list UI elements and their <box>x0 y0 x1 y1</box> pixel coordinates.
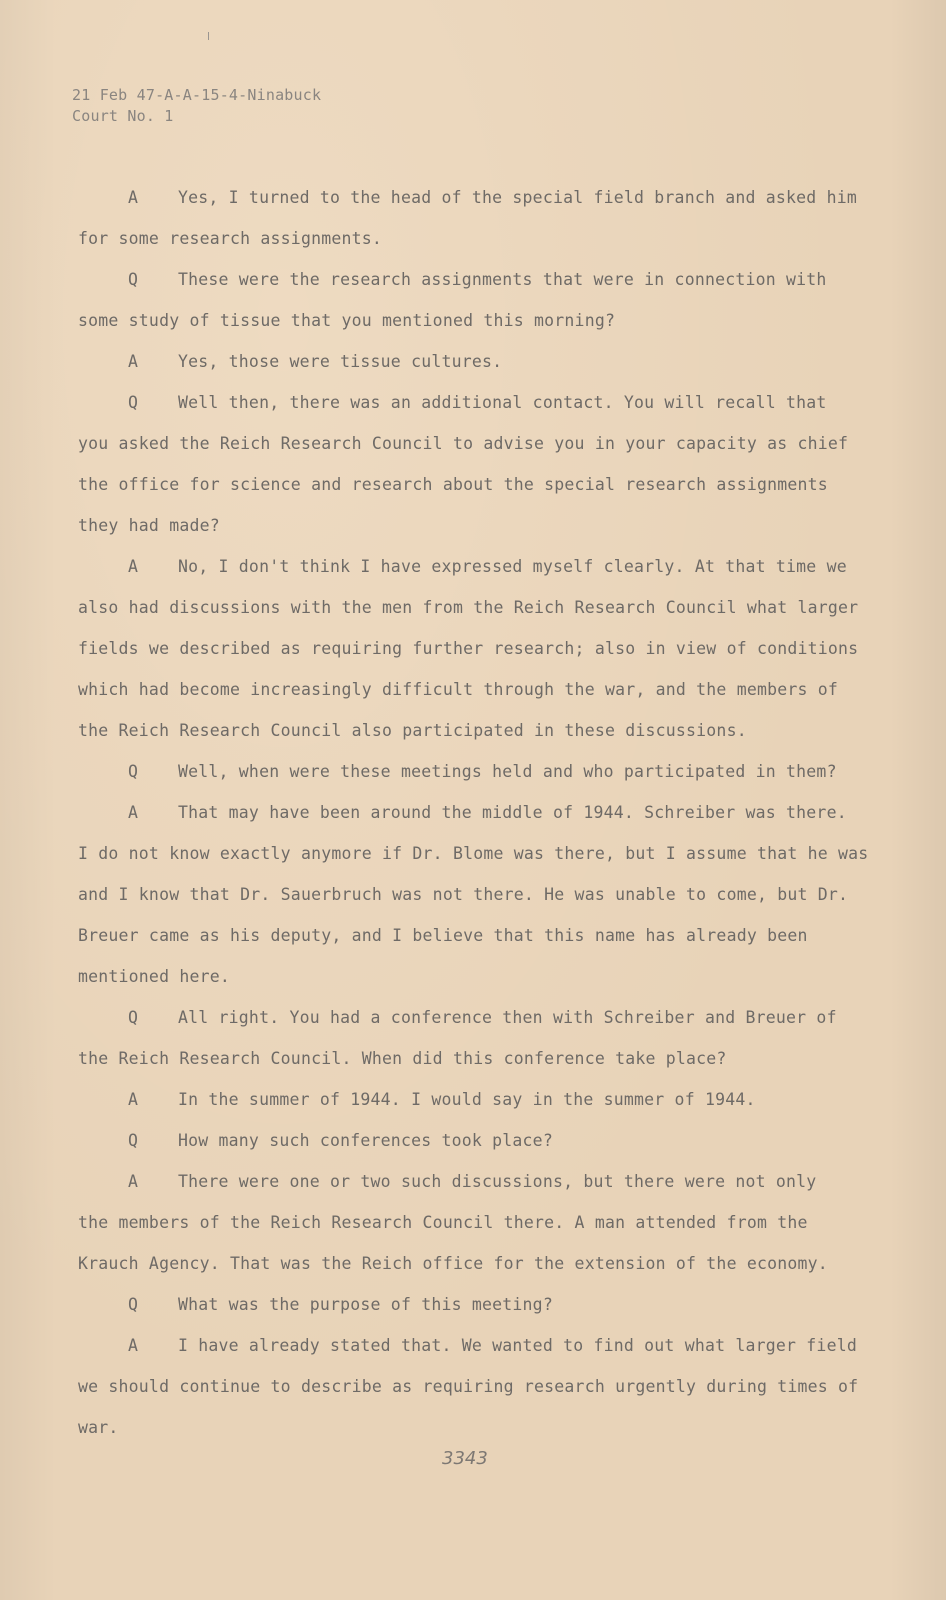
transcript-line: for some research assignments. <box>78 229 383 248</box>
transcript-line: the members of the Reich Research Council there. A man attended from the <box>78 1213 808 1232</box>
speaker-label: A <box>128 803 139 822</box>
paper-mark <box>208 32 209 40</box>
transcript-line: you asked the Reich Research Council to advise you in your capacity as chief <box>78 434 849 453</box>
header-court: Court No. 1 <box>72 107 174 125</box>
speaker-label: A <box>128 1090 139 1109</box>
transcript-line: In the summer of 1944. I would say in the summer of 1944. <box>178 1090 756 1109</box>
transcript-line: Yes, those were tissue cultures. <box>178 352 503 371</box>
speaker-label: A <box>128 557 139 576</box>
transcript-line: the Reich Research Council also participated in these discussions. <box>78 721 747 740</box>
transcript-line: Well then, there was an additional contact. You will recall that <box>178 393 827 412</box>
transcript-line: These were the research assignments that were in connection with <box>178 270 827 289</box>
transcript-line: All right. You had a conference then with Schreiber and Breuer of <box>178 1008 837 1027</box>
transcript-line: How many such conferences took place? <box>178 1131 553 1150</box>
speaker-label: A <box>128 352 139 371</box>
page-number: 3343 <box>442 1448 488 1469</box>
transcript-line: the Reich Research Council. When did this conference take place? <box>78 1049 727 1068</box>
transcript-line: I do not know exactly anymore if Dr. Blome was there, but I assume that he was <box>78 844 869 863</box>
speaker-label: Q <box>128 1008 139 1027</box>
transcript-line: mentioned here. <box>78 967 231 986</box>
transcript-line: they had made? <box>78 516 220 535</box>
transcript-line: That may have been around the middle of 1944. Schreiber was there. <box>178 803 847 822</box>
transcript-line: What was the purpose of this meeting? <box>178 1295 553 1314</box>
transcript-line: Well, when were these meetings held and who participated in them? <box>178 762 837 781</box>
transcript-line: and I know that Dr. Sauerbruch was not there. He was unable to come, but Dr. <box>78 885 849 904</box>
speaker-label: Q <box>128 762 139 781</box>
header-reference: 21 Feb 47-A-A-15-4-Ninabuck <box>72 86 322 104</box>
speaker-label: Q <box>128 393 139 412</box>
transcript-line: There were one or two such discussions, but there were not only <box>178 1172 817 1191</box>
transcript-line: which had become increasingly difficult through the war, and the members of <box>78 680 839 699</box>
transcript-line: the office for science and research about the special research assignments <box>78 475 828 494</box>
transcript-line: Breuer came as his deputy, and I believe that this name has already been <box>78 926 808 945</box>
speaker-label: A <box>128 1336 139 1355</box>
transcript-line: Yes, I turned to the head of the special field branch and asked him <box>178 188 857 207</box>
transcript-line: Krauch Agency. That was the Reich office for the extension of the economy. <box>78 1254 828 1273</box>
transcript-line: war. <box>78 1418 119 1437</box>
transcript-line: No, I don't think I have expressed myself clearly. At that time we <box>178 557 847 576</box>
speaker-label: Q <box>128 270 139 289</box>
transcript-line: also had discussions with the men from the Reich Research Council what larger <box>78 598 859 617</box>
transcript-line: we should continue to describe as requiring research urgently during times of <box>78 1377 859 1396</box>
speaker-label: A <box>128 188 139 207</box>
transcript-line: fields we described as requiring further research; also in view of conditions <box>78 639 859 658</box>
speaker-label: A <box>128 1172 139 1191</box>
transcript-line: some study of tissue that you mentioned this morning? <box>78 311 616 330</box>
speaker-label: Q <box>128 1295 139 1314</box>
transcript-line: I have already stated that. We wanted to find out what larger field <box>178 1336 857 1355</box>
speaker-label: Q <box>128 1131 139 1150</box>
